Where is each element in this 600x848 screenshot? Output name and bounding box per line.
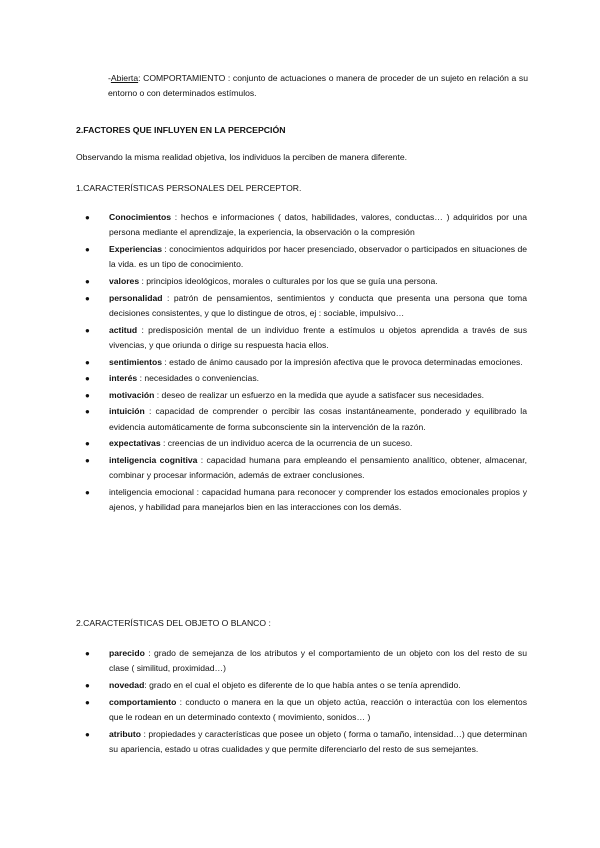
list-item: [85, 646, 527, 677]
bullet-icon: ●: [85, 729, 90, 739]
list-item-term: inteligencia cognitiva: [109, 454, 198, 465]
list-item: [85, 355, 527, 370]
bullet-icon: ●: [85, 439, 90, 449]
list-item-term: actitud: [109, 324, 138, 335]
list-item-text: : deseo de realizar un esfuerzo en la medida que ayude a satisfacer sus necesidades.: [154, 389, 485, 400]
bullet-icon: ●: [85, 407, 90, 417]
list-item-term: parecido: [109, 648, 145, 658]
bullet-icon: ●: [85, 325, 90, 335]
intro-term: Abierta: [110, 73, 139, 83]
bullet-icon: ●: [85, 649, 90, 658]
list-item: [85, 323, 527, 354]
intro-prefix: -: [108, 73, 111, 83]
list-item-text: : capacidad humana para empleando el pensamiento analítico, obtener, almacenar, combinar y procesar información, además de extraer conclusiones.: [109, 454, 527, 481]
list-item-term: sentimientos: [109, 356, 163, 367]
list-item: [85, 291, 527, 322]
bullet-icon: ●: [85, 487, 90, 497]
list-item-term: interés: [109, 373, 138, 384]
list-item: [85, 485, 527, 516]
bullet-icon: ●: [85, 293, 90, 303]
list-item: [85, 453, 527, 484]
list-item-text: : estado de ánimo causado por la impresión afectiva que le provoca determinadas emociones.: [162, 356, 523, 367]
list-item: [85, 388, 527, 403]
list-item-text: : patrón de pensamientos, sentimientos y conducta que presenta una persona que toma decisiones consistentes, y que lo distingue de otros, ej : sociable, impulsivo…: [109, 292, 527, 318]
list-item: [85, 210, 527, 241]
bullet-icon: ●: [85, 681, 90, 690]
list-item: [85, 404, 527, 435]
list-item-text: : creencias de un individuo acerca de la ocurrencia de un suceso.: [160, 438, 413, 449]
list-item: [85, 695, 527, 726]
object-characteristics-list: [85, 646, 527, 759]
list-item: [85, 242, 528, 273]
list-item-text: : capacidad de comprender o percibir las cosas instantáneamente, ponderado y equilibrado la evidencia automáticamente de forma subconsciente sin la intervención de la razón.: [109, 406, 527, 432]
list-item-term: Conocimientos: [109, 212, 172, 222]
list-item-term: comportamiento: [109, 696, 177, 707]
bullet-icon: ●: [85, 357, 90, 367]
list-item-term: Experiencias: [109, 244, 163, 254]
list-item-text: inteligencia emocional : capacidad humana para reconocer y comprender los estados emocionales propios y ajenos, y habilidad para manejarlos bien en las interacciones con los demás.: [109, 486, 527, 513]
bullet-icon: ●: [85, 277, 90, 286]
list-item-term: motivación: [109, 389, 155, 400]
list-item-text: : principios ideológicos, morales o culturales por los que se guía una persona.: [139, 276, 438, 286]
list-item: [85, 274, 527, 289]
list-item: [85, 436, 527, 451]
list-item-text: : propiedades y características que posee un objeto ( forma o tamaño, intensidad…) que determinan su apariencia, estado u otras cualidades y que permite diferenciarlo del resto de sus semejantes.: [109, 728, 527, 754]
bullet-icon: ●: [85, 213, 90, 222]
list-item-text: : conducto o manera en la que un objeto actúa, reacción o interactúa con los elementos que le rodean en un determinado contexto ( movimiento, sonidos… ): [109, 696, 527, 722]
list-item-text: : conocimientos adquiridos por hacer presenciado, observador o participados en situaciones de la vida. es un tipo de conocimiento.: [109, 244, 528, 270]
perceptor-characteristics-list: [85, 210, 528, 517]
list-item-text: : hechos e informaciones ( datos, habilidades, valores, conductas… ) adquiridos por una persona mediante el aprendizaje, la experiencia, la observación o la compresión: [109, 212, 527, 238]
list-item-term: novedad: [109, 680, 145, 690]
bullet-icon: ●: [85, 374, 90, 384]
list-item-text: : grado de semejanza de los atributos y el comportamiento de un objeto con los del resto de su clase ( similitud, proximidad…): [109, 648, 527, 674]
bullet-icon: ●: [85, 697, 90, 707]
list-item-text: : predisposición mental de un individuo frente a estímulos u objetos aprendida a través de sus vivencias, y que oriunda o dirige su respuesta hacia ellos.: [109, 324, 527, 350]
bullet-icon: ●: [85, 455, 90, 465]
bullet-icon: ●: [85, 390, 90, 400]
list-item-text: : grado en el cual el objeto es diferente de lo que había antes o se tenía aprendido.: [144, 680, 461, 690]
list-item-term: personalidad: [109, 292, 163, 303]
list-item: [85, 678, 527, 693]
list-item: [85, 727, 527, 758]
list-item-term: intuición: [109, 406, 145, 417]
list-item-term: atributo: [109, 728, 141, 739]
bullet-icon: ●: [85, 245, 90, 254]
list-item: [85, 371, 527, 386]
intro-text: : COMPORTAMIENTO : conjunto de actuaciones o manera de proceder de un sujeto en relación a su entorno o con determinados estímulos.: [108, 73, 528, 99]
subsection-title-object: 2.CARACTERÍSTICAS DEL OBJETO O BLANCO :: [76, 618, 271, 628]
intro-paragraph: [108, 71, 528, 102]
intro-observation-paragraph: Observando la misma realidad objetiva, los individuos la perciben de manera diferente.: [76, 152, 408, 162]
subsection-title-perceptor: 1.CARACTERÍSTICAS PERSONALES DEL PERCEPTOR.: [76, 183, 302, 193]
list-item-term: valores: [109, 276, 140, 286]
list-item-text: : necesidades o conveniencias.: [137, 373, 260, 384]
list-item-term: expectativas: [109, 438, 161, 449]
section-title: 2.FACTORES QUE INFLUYEN EN LA PERCEPCIÓN: [76, 125, 286, 135]
